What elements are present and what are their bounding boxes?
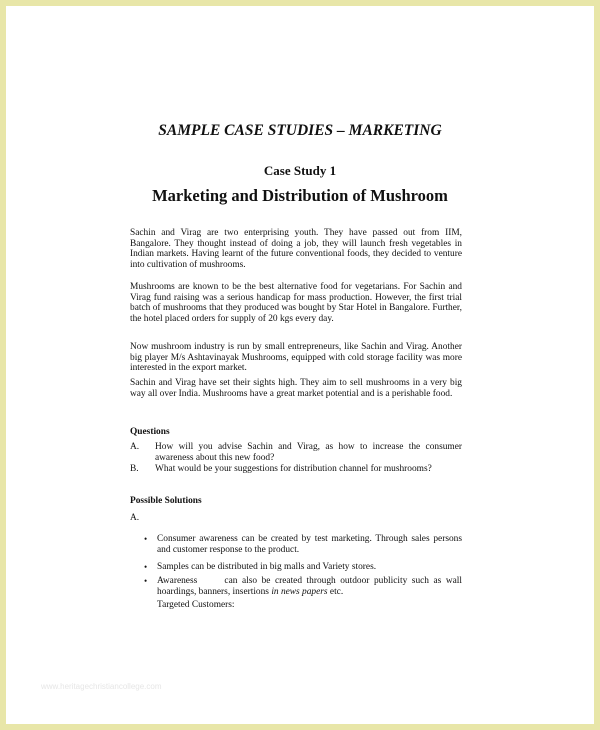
case-study-number: Case Study 1 xyxy=(263,163,337,178)
bullet-icon: • xyxy=(144,534,148,544)
paragraph-3: Now mushroom industry is run by small entrepreneurs, like Sachin and Virag. Another big player M/s Ashtavinayak Mushrooms, equipped with cold storage facility was more interested in the export market. xyxy=(130,342,462,374)
bullet-text: Samples can be distributed in big malls and Variety stores. xyxy=(157,562,377,572)
targeted-customers-label: Targeted Customers: xyxy=(157,600,235,610)
question-label: A. xyxy=(130,442,140,452)
question-text: What would be your suggestions for distribution channel for mushrooms? xyxy=(155,464,432,474)
bullet-text-start: Awareness can also be created through outdoor publicity such as wall hoardings, banners, insertions xyxy=(157,576,465,597)
document-title: SAMPLE CASE STUDIES – MARKETING xyxy=(158,122,442,139)
bullet-icon: • xyxy=(144,576,148,586)
paragraph-2: Mushrooms are known to be the best alternative food for vegetarians. For Sachin and Virag fund raising was a serious handicap for mass production. However, the first trial batch of mushrooms that they produced was bought by Star Hotel in Bangalore. Further, the hotel placed orders for supply of 20 kgs every day. xyxy=(130,282,462,324)
question-label: B. xyxy=(130,464,139,474)
paragraph-1: Sachin and Virag are two enterprising youth. They have passed out from IIM, Bangalore. They thought instead of doing a job, they will launch fresh vegetables in Indian markets. Having learnt of the future conventional foods, they decided to venture into cultivation of mushrooms. xyxy=(130,228,462,270)
case-study-title: Marketing and Distribution of Mushroom xyxy=(152,186,448,205)
paragraph-4: Sachin and Virag have set their sights high. They aim to sell mushrooms in a very big way all over India. Mushrooms have a great market potential and is a perishable food. xyxy=(130,378,462,399)
questions-heading: Questions xyxy=(130,427,170,437)
watermark-text: www.heritagechristiancollege.com xyxy=(41,682,162,691)
bullet-text-italic: in news papers xyxy=(271,586,328,597)
solutions-heading: Possible Solutions xyxy=(130,496,202,506)
solution-label: A. xyxy=(130,513,140,523)
question-text: How will you advise Sachin and Virag, as how to increase the consumer awareness about this new food? xyxy=(155,442,462,463)
bullet-icon: • xyxy=(144,562,148,572)
bullet-text-end: etc. xyxy=(327,586,344,597)
bullet-text: Consumer awareness can be created by test marketing. Through sales persons and customer response to the product. xyxy=(157,534,462,555)
document-page xyxy=(6,6,594,724)
bullet-text xyxy=(157,576,465,597)
